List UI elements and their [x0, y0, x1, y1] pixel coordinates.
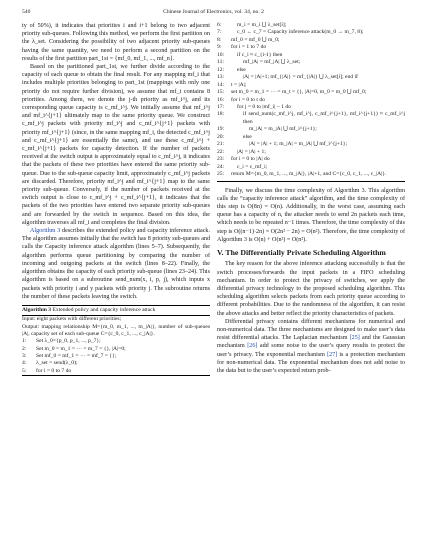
line-number: 16: [217, 96, 225, 103]
line-number: 6: [217, 22, 222, 28]
algorithm-line [217, 44, 405, 51]
line-number: 9: [217, 44, 222, 51]
journal-name: Chinese Journal of Electronics, vol. 34, no. 2 [163, 9, 264, 15]
line-text: c_i = c_mf_i; [237, 163, 268, 170]
line-number: 10: [217, 51, 225, 58]
paragraph: Algorithm 3 describes the extended policy and capacity inference attack. The algorithm assumes initially that the switch has 8 priority sub-queues and calls the Capacity inference attack algorithm (lines 5–7). Subsequently, the algorithm performs queue partitioning by comparing the number of incoming and outgoing packets at the switch (lines 8–22). Finally, the algorithm obtains the capacity of each priority sub-queue (lines 23–24). This algorithm is based on a subroutine send_num(x, i, p, j), which inputs x packets with priority i and y packets with priority j. The subroutine returns the number of these packets leaving the switch. [22, 228, 210, 300]
line-text: c_0 ← c_7 = Capacity inference attack(m_0 → m_7, 8); [237, 29, 364, 36]
line-text: else [237, 66, 246, 73]
line-number: 17: [217, 103, 225, 110]
line-text: set m_0 = m_1 = ··· = m_t = {}, |A|=0, m_0 = m_0 ⋃ mf_0; [231, 89, 367, 96]
paragraph: Finally, we discuss the time complexity of Algorithm 3. This algorithm calls the “capacity inference attack” algorithm, and the time complexity of this step is O(8n) = O(n). Additionally, in the worst case, assuming each queue has a capacity of n, the attacker needs to send 2n packets each time, which needs to be repeated n−1 times. Therefore, the time complexity of this step is O((n−1)·2n) = O(2n² − 2n) = O(n²). Therefore, the time complexity of Algorithm 3 is O(n) + O(n²) = O(n²). [217, 187, 405, 243]
line-number: 25: [217, 171, 225, 178]
line-number: 24: [217, 163, 225, 170]
algorithm-input: Input: eight packets with different priorities; [22, 316, 122, 323]
algorithm-line [217, 111, 405, 126]
line-text: mf_0 = mf_0 ⋃ m_0; [231, 36, 280, 43]
algorithm-box [22, 305, 210, 376]
section-title: V. The Differentially Private Scheduling Algorithm [217, 247, 386, 257]
algorithm-line [217, 141, 405, 148]
algorithm-line [217, 89, 405, 96]
line-number: 19: [217, 126, 225, 133]
algorithm-line [217, 171, 405, 178]
line-text: for i = 1 to 7 do [231, 44, 267, 51]
algorithm-end-rule [217, 180, 405, 182]
line-number: 22: [217, 148, 225, 155]
paragraph: Differential privacy contains different mechanisms for numerical and non-numerical data. The three mechanisms are designed to make user’s data resist differential attacks. The Laplacian mechanism [25] and the Gaussian mechanism [26] add some noise to the user’s query results to protect the user’s privacy. The exponential mechanism [27] is a protection mechanism for non-numerical data. The exponential mechanism does not add noise to the data but to the user’s expected return prob- [217, 318, 406, 375]
algorithm-line [217, 59, 405, 66]
line-number: 3: [22, 353, 27, 359]
algorithm-output: Output: mapping relationship M={m_0, m_1, ..., m_|A|}, number of sub-queues |A|, capacity set of each sub-queue C={c_0, c_1, ..., c_|A|}. [22, 323, 210, 337]
line-text: m_i = m_i ⋃ λ_set[i]; [237, 22, 287, 28]
line-text: for i = 0 to 7 do [36, 367, 72, 374]
algorithm-line [217, 97, 405, 104]
line-text: m_|A| = m_|A| ⋃ mf_i^{j+1}; [249, 126, 317, 133]
algorithm-line [217, 156, 405, 163]
line-text: Set λ_0={p_0, p_1, ..., p_7}; [36, 338, 101, 345]
line-text: if send_num(c_mf_i^j, mf_i^j, c_mf_i^{j+1}, mf_i^{j+1}) ≈ c_mf_i^j then [243, 111, 405, 125]
line-number: 12: [217, 66, 225, 73]
algorithm-lines [22, 338, 210, 375]
line-text: |A| = |A| + 1; m_|A| = m_|A| ⋃ mf_i^{j+1}; [249, 141, 348, 148]
line-text: Set m_0 = m_1 = ··· = m_7 = {}, |A|=0; [36, 345, 126, 352]
line-number: 5: [22, 367, 27, 374]
line-text: λ_set = send(λ_0); [36, 360, 78, 367]
paragraph: ty of 50%), it indicates that priorities i and i+1 belong to two adjacent priority sub-queues. Following this method, we perform the first partition on the λ_set. Considering the possibility of two adjacent priority sub-queues having the same quantity, we need to perform a second partition on the results of the first partition part_1st = {mf_0, mf_1, ..., mf_n}. [22, 23, 210, 62]
algorithm-line [217, 126, 405, 133]
paragraph: The key reason for the above inference attacking successfully is that the switch processes/forwards the input packets in a FIFO scheduling mechanism. In order to protect the privacy of switches, we apply the differential privacy technology to the proposed scheduling algorithm. This scheduling algorithm selects packets from each priority queue according to different probabilities. Due to the randomness of the algorithm, it can resist the above attacks and better reflect the priority characteristics of packets. [217, 261, 405, 317]
reference-link[interactable]: [27] [327, 351, 338, 358]
algorithm-line [22, 346, 210, 353]
reference-link[interactable]: [26] [247, 343, 258, 350]
algorithm-line [217, 82, 405, 89]
reference-link[interactable]: [25] [349, 335, 360, 342]
line-number: 8: [217, 36, 222, 43]
line-number: 2: [22, 345, 27, 352]
right-column [217, 22, 405, 375]
algorithm-line [217, 74, 405, 81]
line-text: if c_i ≈ c_{i-1} then [237, 51, 283, 58]
line-text: for i = 0 to |A| do [231, 156, 270, 163]
line-number: 11: [217, 59, 224, 66]
paragraph: Based on the partitioned part_1st, we further divide according to the capacity of each queue to obtain the final result. For any mapping mf_i that includes multiple priorities belonging to part_1st (mappings with only one priority do not require further division), we assume that mf_i contains 8 priorities. Among them, we denote the j-th priority as mf_i^j, and its corresponding queue capacity is c_mf_i^j. We initially assume that mf_i^j and mf_i^{j+1} ultimately map to the same priority queue. We construct c_mf_i^j packets with priority mf_i^j and c_mf_i^{j+1} packets with priority mf_i^{j+1} (since, in the same mapping mf_i, the detected c_mf_i^j and c_mf_i^{j+1} are essentially the same), and use these c_mf_i^j + c_mf_i^{j+1} packets for capacity detection. If the number of packets received at the switch output is approximately equal to c_mf_i^j, it indicates that the packets of these two priorities have entered the same priority sub-queue. Due to the sub-queue capacity limit, approximately c_mf_i^j packets are discarded. Therefore, priority mf_i^j and mf_i^{j+1} map to the same priority sub-queue. Conversely, if the number of packets received at the switch output is close to c_mf_i^j + c_mf_i^{j+1}, it indicates that the packets of the two priorities have entered two separate priority sub-queues and are forwarded by the switch in sequence. Based on this idea, the algorithm traverses all mf_i and completes the final division. [22, 64, 210, 226]
line-text: return M={m_0, m_1, ..., m_|A|}, |A|+1, and C={c_0, c_1, ..., c_|A|}. [231, 171, 387, 178]
algorithm-line [217, 164, 405, 171]
line-text: Set mf_0 = mf_1 = ··· = mf_7 = {}; [36, 353, 117, 359]
line-text: t = |A|; [231, 81, 247, 88]
left-column [22, 22, 210, 376]
line-number: 7: [217, 29, 222, 36]
line-text: mf_|A| = mf_|A| ⋃ λ_set; [243, 59, 301, 66]
line-number: 4: [22, 360, 27, 367]
page-number: 540 [22, 9, 31, 15]
line-number: 21: [217, 141, 225, 148]
line-text: |A| = |A|+1; mf_{|A|} = mf_{|A|} ⋃ λ_set[i]; end if [243, 74, 358, 81]
algorithm-line [22, 360, 210, 367]
line-number: 1: [22, 338, 27, 345]
algorithm-lines [217, 22, 405, 179]
algorithm-caption: Algorithm 3 Extended policy and capacity inference attack [22, 306, 210, 316]
algorithm-line [217, 29, 405, 36]
line-text: for i = 0 to t do [231, 96, 265, 103]
page-header [22, 6, 405, 18]
line-number: 14: [217, 81, 225, 88]
line-number: 18: [217, 111, 225, 118]
line-number: 23: [217, 156, 225, 163]
line-number: 13: [217, 74, 225, 81]
algorithm-line [22, 338, 210, 345]
line-number: 15: [217, 89, 225, 96]
line-text: else [243, 133, 252, 140]
algorithm-line [22, 368, 210, 375]
line-text: |A| = |A| + 1; [237, 148, 266, 155]
line-text: for j = 0 to |mf_i| − 1 do [237, 103, 291, 110]
line-number: 20: [217, 133, 225, 140]
algorithm-3-link[interactable]: Algorithm 3 [30, 228, 61, 235]
